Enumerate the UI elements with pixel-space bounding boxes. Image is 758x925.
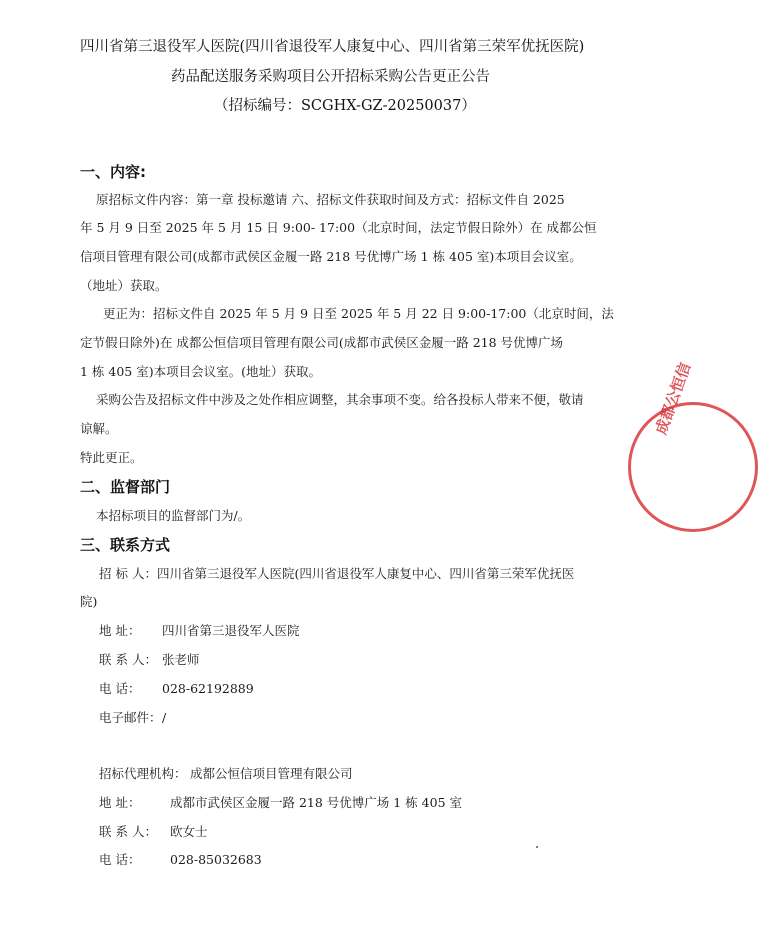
section-1-para-3-line-2: 谅解。	[80, 421, 118, 436]
section-1-para-3-line-1: 采购公告及招标文件中涉及之处作相应调整，其余事项不变。给各投标人带来不便，敬请	[96, 392, 584, 407]
doc-title-line-2: 药品配送服务采购项目公开招标采购公告更正公告	[171, 69, 490, 85]
section-1-para-1-line-2: 年 5 月 9 日至 2025 年 5 月 15 日 9:00- 17:00（北京时间，法定节假日除外）在 成都公恒	[80, 220, 597, 235]
section-1-para-1-line-1: 原招标文件内容：第一章 投标邀请 六、招标文件获取时间及方式：招标文件自 2025	[96, 192, 565, 207]
purchaser-phone-value: 028-62192889	[162, 681, 254, 696]
company-seal	[628, 402, 758, 532]
agency-address-label: 地 址：	[99, 795, 141, 810]
section-1-para-2-line-3: 1 栋 405 室)本项目会议室。(地址）获取。	[80, 364, 321, 379]
scan-speck	[536, 846, 538, 848]
purchaser-line-1: 招 标 人：四川省第三退役军人医院(四川省退役军人康复中心、四川省第三荣军优抚医	[99, 566, 575, 581]
purchaser-phone-label: 电 话：	[99, 681, 141, 696]
section-1-para-2-line-2: 定节假日除外)在 成都公恒信项目管理有限公司(成都市武侯区金履一路 218 号优博广场	[80, 335, 564, 350]
doc-title-bid-number: （招标编号：SCGHX-GZ-20250037）	[214, 98, 476, 114]
section-1-para-1-line-3: 信项目管理有限公司(成都市武侯区金履一路 218 号优博广场 1 栋 405 室)本项目会议室。	[80, 249, 582, 264]
purchaser-address-label: 地 址：	[99, 623, 141, 638]
purchaser-line-2: 院)	[80, 594, 98, 609]
company-seal-text: 成都公恒信	[651, 360, 695, 437]
section-1-heading: 一、内容:	[80, 163, 146, 181]
section-3-heading: 三、联系方式	[80, 536, 171, 554]
purchaser-address-value: 四川省第三退役军人医院	[162, 623, 300, 638]
purchaser-email-value: /	[162, 710, 167, 725]
section-2-heading: 二、监督部门	[80, 478, 171, 496]
agency-phone-value: 028-85032683	[170, 852, 262, 867]
agency-address-value: 成都市武侯区金履一路 218 号优博广场 1 栋 405 室	[170, 795, 463, 810]
purchaser-contact-value: 张老师	[162, 652, 200, 667]
section-2-para-1: 本招标项目的监督部门为/。	[96, 508, 251, 523]
purchaser-email-label: 电子邮件：	[99, 710, 162, 725]
agency-contact-label: 联 系 人：	[99, 824, 157, 839]
doc-title-line-1: 四川省第三退役军人医院(四川省退役军人康复中心、四川省第三荣军优抚医院)	[80, 39, 585, 55]
agency-label: 招标代理机构：	[99, 766, 187, 781]
section-1-para-1-line-4: （地址）获取。	[80, 278, 168, 293]
section-1-para-4: 特此更正。	[80, 450, 143, 465]
purchaser-contact-label: 联 系 人：	[99, 652, 157, 667]
agency-value: 成都公恒信项目管理有限公司	[190, 766, 353, 781]
section-1-para-2-line-1: 更正为：招标文件自 2025 年 5 月 9 日至 2025 年 5 月 22 日 9:00-17:00（北京时间，法	[103, 306, 614, 321]
agency-contact-value: 欧女士	[170, 824, 208, 839]
agency-phone-label: 电 话：	[99, 852, 141, 867]
